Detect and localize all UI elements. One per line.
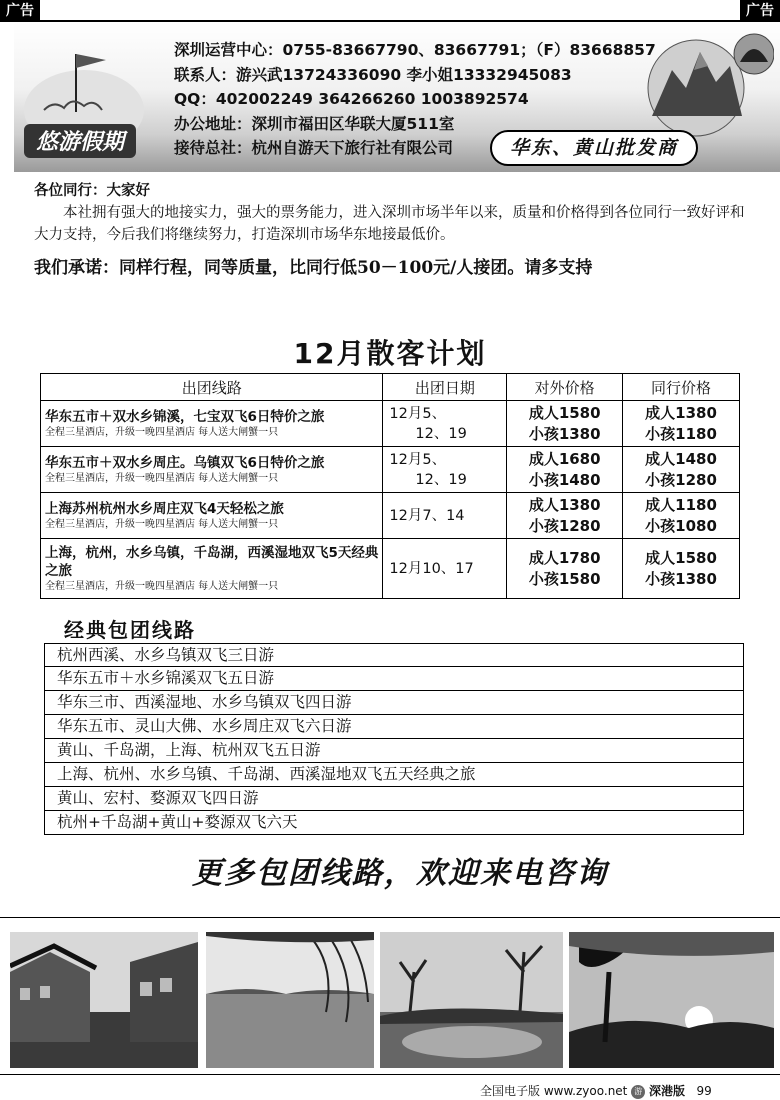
date-line: 12月10、17 [389,560,474,577]
more-routes-text: 更多包团线路，欢迎来电咨询 [192,856,608,891]
list-item: 杭州+千岛湖+黄山+婺源双飞六天 [44,811,744,835]
peer-price-cell [623,447,740,493]
route-note: 全程三星酒店，升级一晚四星酒店 每人送大闸蟹一只 [45,580,279,592]
route-note: 全程三星酒店，升级一晚四星酒店 每人送大闸蟹一只 [45,426,279,438]
header-date: 出团日期 [383,374,507,401]
date-line: 12、19 [415,425,467,442]
public-price-cell [507,539,623,599]
public-price-cell [507,401,623,447]
route-cell [41,493,383,539]
plan-row [41,447,740,493]
photo-mountain-sunset [569,932,774,1068]
ad-label-left: 广告 [0,0,40,22]
contact-line-qq: QQ：402002249 364266260 1003892574 [174,90,529,108]
child-price: 小孩1280 [645,470,717,489]
public-price-cell [507,493,623,539]
child-price: 小孩1380 [528,424,601,443]
adult-price: 成人1580 [528,403,601,422]
child-price: 小孩1280 [528,516,601,535]
date-line: 12、19 [415,471,467,488]
date-line: 12月5、 [389,451,447,468]
list-item: 杭州西溪、水乡乌镇双飞三日游 [44,643,744,667]
footer-badge-icon: 游 [631,1085,645,1099]
child-price: 小孩1080 [645,516,717,535]
footer-edition: 全国电子版 [480,1084,541,1098]
date-cell [383,447,507,493]
greeting: 各位同行：大家好 [34,183,150,199]
adult-price: 成人1480 [645,449,717,468]
child-price: 小孩1480 [528,470,601,489]
route-name: 华东五市＋双水乡周庄。乌镇双飞6日特价之旅 [45,454,325,471]
contact-line-operations: 深圳运营中心：0755-83667790、83667791；（F）83668857 [174,41,656,59]
promise-text: 我们承诺：同样行程，同等质量，比同行低50－100元/人接团。请多支持 [34,258,593,278]
list-item: 华东三市、西溪湿地、水乡乌镇双飞四日游 [44,691,744,715]
peer-price-cell [623,539,740,599]
classic-title: 经典包团线路 [64,618,196,642]
child-price: 小孩1580 [528,569,601,588]
adult-price: 成人1380 [645,403,717,422]
route-cell [41,401,383,447]
peer-price-cell [623,493,740,539]
header-public-price: 对外价格 [507,374,623,401]
classic-route-list [44,643,744,835]
route-note: 全程三星酒店，升级一晚四星酒店 每人送大闸蟹一只 [45,472,279,484]
adult-price: 成人1580 [645,548,717,567]
route-cell [41,539,383,599]
adult-price: 成人1180 [645,495,717,514]
photo-water-town [10,932,198,1068]
route-name: 华东五市＋双水乡锦溪，七宝双飞6日特价之旅 [45,408,325,425]
contact-line-agency: 接待总社：杭州自游天下旅行社有限公司 [174,139,454,157]
list-item: 上海、杭州、水乡乌镇、千岛湖、西溪湿地双飞五天经典之旅 [44,763,744,787]
peer-price-cell [623,401,740,447]
plan-header-row [41,374,740,401]
adult-price: 成人1380 [528,495,601,514]
list-item: 黄山、宏村、婺源双飞四日游 [44,787,744,811]
adult-price: 成人1680 [528,449,601,468]
list-item: 华东五市＋水乡锦溪双飞五日游 [44,667,744,691]
logo-text: 悠游假期 [35,130,125,155]
route-name: 上海苏州杭州水乡周庄双飞4天轻松之旅 [45,500,284,517]
footer-site: www.zyoo.net [543,1084,628,1098]
route-note: 全程三星酒店，升级一晚四星酒店 每人送大闸蟹一只 [45,518,279,530]
divider [0,917,780,918]
adult-price: 成人1780 [528,548,601,567]
route-name: 上海，杭州，水乡乌镇，千岛湖，西溪湿地双飞5天经典之旅 [45,544,379,579]
company-logo [14,32,164,162]
photo-lake-willow [206,932,374,1068]
slogan-badge: 华东、黄山批发商 [490,130,698,166]
list-item: 黄山、千岛湖，上海、杭州双飞五日游 [44,739,744,763]
plan-row [41,401,740,447]
footer-region: 深港版 [649,1084,686,1098]
page-footer [480,1082,712,1099]
footer-rule [0,1074,780,1075]
date-cell [383,493,507,539]
plan-title: 12月散客计划 [293,337,487,370]
child-price: 小孩1180 [645,424,717,443]
date-line: 12月5、 [389,405,447,422]
mountain-scenery-image [638,26,774,138]
contact-line-people: 联系人：游兴武13724336090 李小姐13332945083 [174,65,572,84]
header-banner [14,22,780,172]
plan-row [41,493,740,539]
intro-body: 本社拥有强大的地接实力，强大的票务能力，进入深圳市场半年以来，质量和价格得到各位同行一致好评和大力支持，今后我们将继续努力，打造深圳市场华东地接最低价。 [34,205,745,243]
ad-label-right: 广告 [740,0,780,22]
intro-section [34,180,754,246]
plan-table [40,373,740,599]
public-price-cell [507,447,623,493]
header-route: 出团线路 [41,374,383,401]
child-price: 小孩1380 [645,569,717,588]
header-peer-price: 同行价格 [623,374,740,401]
contact-line-address: 办公地址：深圳市福田区华联大厦511室 [174,114,455,133]
page-number: 99 [696,1084,712,1098]
date-cell [383,401,507,447]
date-cell [383,539,507,599]
plan-row [41,539,740,599]
list-item: 华东五市、灵山大佛、水乡周庄双飞六日游 [44,715,744,739]
date-line: 12月7、14 [389,507,465,524]
photo-wetland-trees [380,932,563,1068]
route-cell [41,447,383,493]
